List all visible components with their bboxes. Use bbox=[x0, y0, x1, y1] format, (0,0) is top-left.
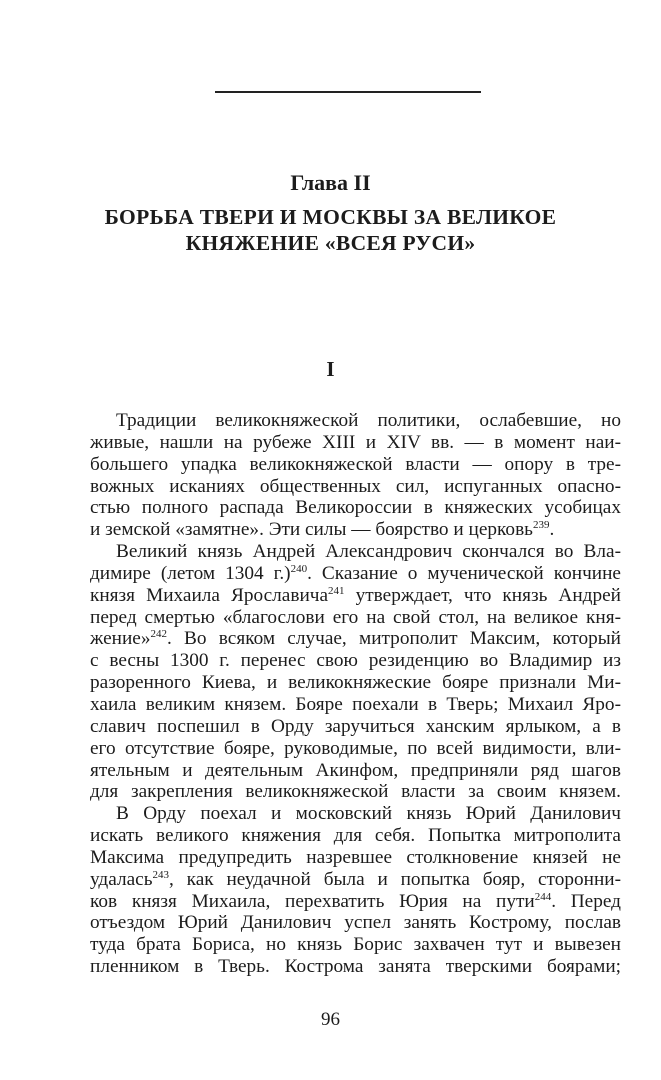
text-line bbox=[90, 585, 621, 607]
text-line bbox=[90, 825, 621, 847]
line-text: с весны 1300 г. перенес свою резиденцию во Владимир из bbox=[90, 650, 621, 672]
line-text: . Во всяком случае, митрополит Максим, который bbox=[166, 628, 621, 650]
line-text: . Сказание о мученической кончине bbox=[307, 562, 621, 584]
footnote-ref: 240 bbox=[290, 562, 308, 575]
line-text: стью полного распада Великороссии в княжеских усобицах bbox=[90, 497, 621, 519]
text-line bbox=[90, 781, 621, 803]
line-text: Максима предупредить назревшее столкновение князей не bbox=[90, 846, 621, 868]
line-text: туда брата Бориса, но князь Борис захвачен тут и вывезен bbox=[90, 934, 621, 956]
footnote-ref: 243 bbox=[152, 868, 169, 881]
footnote-ref: 241 bbox=[328, 584, 345, 597]
text-line bbox=[90, 672, 621, 694]
line-text: большего упадка великокняжеской власти — опору в тре- bbox=[90, 453, 621, 475]
text-line bbox=[90, 410, 621, 432]
text-line bbox=[90, 694, 621, 716]
line-text: удалась bbox=[90, 868, 153, 890]
line-text: вожных исканиях общественных сил, испуганных опасно- bbox=[90, 475, 621, 497]
text-line bbox=[90, 432, 621, 454]
text-line bbox=[90, 803, 621, 825]
footnote-ref: 239 bbox=[532, 519, 550, 532]
line-text: жение» bbox=[90, 628, 151, 650]
text-line bbox=[90, 738, 621, 760]
text-line bbox=[90, 956, 621, 978]
text-line bbox=[90, 760, 621, 782]
line-text: для закрепления великокняжеской власти за своим князем. bbox=[90, 781, 621, 803]
text-line bbox=[90, 519, 621, 541]
text-line bbox=[90, 934, 621, 956]
line-text: ятельным и деятельным Акинфом, предприняли ряд шагов bbox=[90, 759, 621, 781]
line-text: Традиции великокняжеской политики, ослабевшие, но bbox=[116, 410, 621, 431]
text-line bbox=[90, 912, 621, 934]
text-line bbox=[90, 650, 621, 672]
line-text: ков князя Михаила, перехватить Юрия на пути bbox=[90, 890, 535, 912]
footnote-ref: 242 bbox=[150, 628, 167, 641]
line-text: , как неудачной была и попытка бояр, сторонни- bbox=[169, 868, 621, 890]
line-text: пленником в Тверь. Кострома занята тверскими боярами; bbox=[90, 956, 621, 978]
text-line bbox=[90, 476, 621, 498]
line-text: . Перед bbox=[551, 890, 621, 912]
body-text bbox=[90, 410, 621, 978]
line-text: отъездом Юрий Данилович успел занять Кострому, послав bbox=[90, 912, 621, 934]
text-line bbox=[90, 716, 621, 738]
text-line bbox=[90, 847, 621, 869]
chapter-label: Глава II bbox=[290, 170, 371, 195]
text-line bbox=[90, 628, 621, 650]
line-text: димире (летом 1304 г.) bbox=[90, 562, 291, 584]
line-text: В Орду поехал и московский князь Юрий Данилович bbox=[116, 803, 621, 825]
text-line bbox=[90, 869, 621, 891]
text-line bbox=[90, 563, 621, 585]
line-text: Великий князь Андрей Александрович скончался во Вла- bbox=[116, 541, 621, 563]
line-text: искать великого княжения для себя. Попытка митрополита bbox=[90, 825, 621, 847]
text-line bbox=[90, 607, 621, 629]
line-text: хаила великим князем. Бояре поехали в Тверь; Михаил Яро- bbox=[90, 693, 621, 715]
text-line bbox=[90, 454, 621, 476]
line-text: и земской «замятне». Эти силы — боярство и церковь bbox=[90, 519, 533, 541]
line-text: перед смертью «благослови его на свой стол, на великое кня- bbox=[90, 606, 621, 628]
line-text: живые, нашли на рубеже XIII и XIV вв. — в момент наи- bbox=[90, 431, 621, 453]
header-rule bbox=[215, 91, 481, 93]
chapter-title-line: КНЯЖЕНИЕ «ВСЕЯ РУСИ» bbox=[185, 231, 476, 255]
line-text: утверждает, что князь Андрей bbox=[344, 584, 621, 606]
line-text: . bbox=[549, 519, 555, 541]
chapter-title bbox=[0, 204, 661, 256]
section-number: I bbox=[326, 357, 335, 381]
footnote-ref: 244 bbox=[534, 890, 552, 903]
text-line bbox=[90, 497, 621, 519]
chapter-title-line: БОРЬБА ТВЕРИ И МОСКВЫ ЗА ВЕЛИКОЕ bbox=[104, 205, 557, 229]
text-line bbox=[90, 541, 621, 563]
line-text: разоренного Киева, и великокняжеские бояре признали Ми- bbox=[90, 672, 621, 694]
text-line bbox=[90, 891, 621, 913]
line-text: славич поспешил в Орду заручиться ханским ярлыком, а в bbox=[90, 715, 621, 737]
line-text: его отсутствие бояре, руководимые, по всей видимости, вли- bbox=[90, 737, 621, 759]
line-text: князя Михаила Ярославича bbox=[90, 584, 329, 606]
page-number: 96 bbox=[321, 1009, 340, 1030]
